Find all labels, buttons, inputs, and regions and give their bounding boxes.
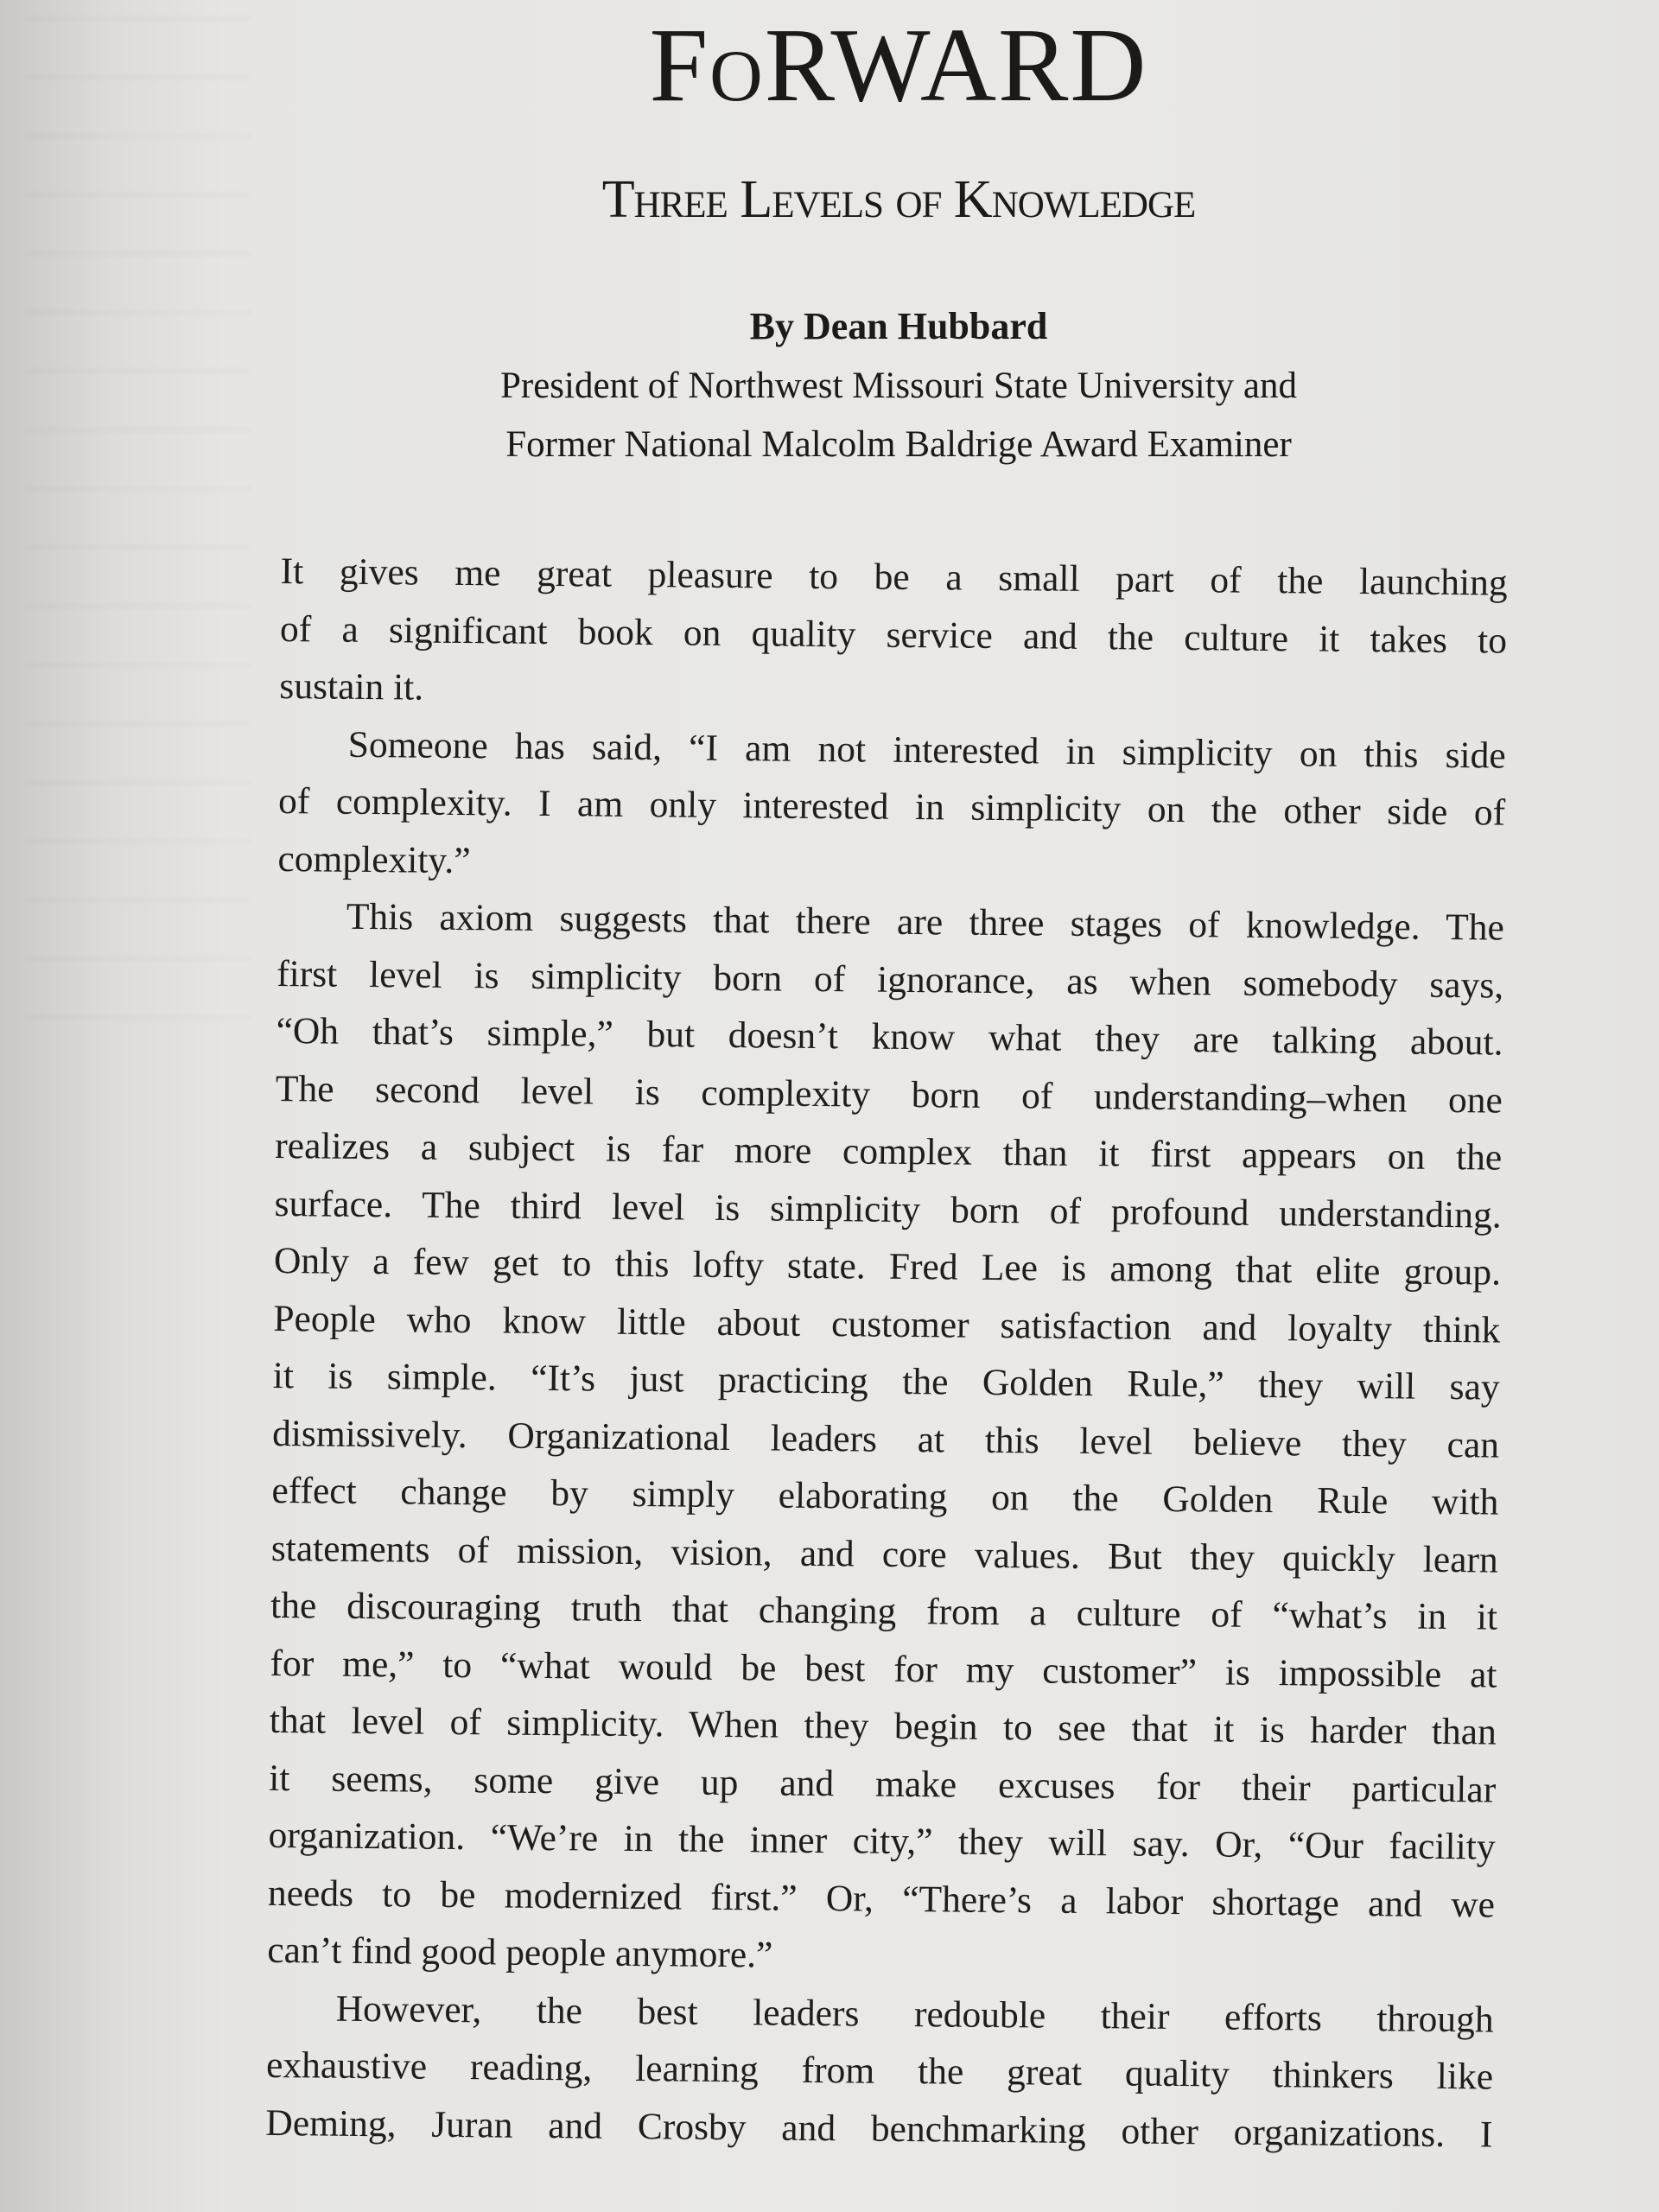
text-line: It gives me great pleasure to be a small part of the launching <box>280 550 1508 604</box>
text-line: exhaustive reading, learning from the great quality thinkers like <box>265 2044 1494 2098</box>
text-line: needs to be modernized first.” Or, “There’s a labor shortage and we <box>267 1872 1496 1926</box>
affiliation-line-1: President of Northwest Missouri State University and <box>499 365 1297 406</box>
text-line: effect change by simply elaborating on the Golden Rule with <box>271 1469 1499 1523</box>
text-line: dismissively. Organizational leaders at this level believe they can <box>271 1412 1500 1466</box>
text-line: “Oh that’s simple,” but doesn’t know what they are talking about. <box>276 1009 1503 1064</box>
text-line: of a significant book on quality service and the culture it takes to <box>279 607 1508 662</box>
paragraph-2 <box>277 715 1506 899</box>
text-line: surface. The third level is simplicity born of profound understanding. <box>274 1182 1502 1236</box>
paragraph-4 <box>265 1979 1494 2163</box>
text-line: statements of mission, vision, and core values. But they quickly learn <box>270 1527 1498 1581</box>
text-line: can’t find good people anymore.” <box>267 1929 773 1976</box>
text-line: it seems, some give up and make excuses for their particular <box>269 1757 1497 1811</box>
page-subtitle: Three Levels of Knowledge <box>601 170 1196 229</box>
text-line: Only a few get to this lofty state. Fred Lee is among that elite group. <box>273 1239 1502 1294</box>
paragraph-1 <box>279 543 1508 727</box>
text-line: However, the best leaders redouble their efforts through <box>335 1987 1494 2041</box>
paragraph-3 <box>267 887 1504 1991</box>
text-line: that level of simplicity. When they begin to see that it is harder than <box>269 1699 1497 1753</box>
text-line: Deming, Juran and Crosby and benchmarking other organizations. I <box>265 2101 1493 2156</box>
affiliation-line-2: Former National Malcolm Baldrige Award Examiner <box>505 424 1292 465</box>
text-line: for me,” to “what would be best for my customer” is impossible at <box>270 1642 1497 1696</box>
text-line: This axiom suggests that there are three stages of knowledge. The <box>346 895 1505 949</box>
text-line: People who know little about customer satisfaction and loyalty think <box>273 1297 1501 1351</box>
text-line: complexity.” <box>277 837 471 881</box>
byline: By Dean Hubbard <box>749 305 1048 347</box>
page-title: FoRWARD <box>649 7 1148 124</box>
text-line: Someone has said, “I am not interested in simplicity on this side <box>347 723 1506 777</box>
text-line: The second level is complexity born of understanding–when one <box>275 1067 1503 1122</box>
text-line: organization. “We’re in the inner city,” they will say. Or, “Our facility <box>268 1814 1496 1868</box>
body-text <box>265 543 1508 2164</box>
text-line: sustain it. <box>279 664 424 709</box>
text-line: of complexity. I am only interested in simplicity on the other side of <box>277 779 1506 834</box>
text-line: first level is simplicity born of ignorance, as when somebody says, <box>276 952 1504 1007</box>
text-line: the discouraging truth that changing from a culture of “what’s in it <box>270 1584 1498 1638</box>
text-line: realizes a subject is far more complex than it first appears on the <box>275 1124 1503 1179</box>
text-line: it is simple. “It’s just practicing the Golden Rule,” they will say <box>272 1354 1500 1408</box>
